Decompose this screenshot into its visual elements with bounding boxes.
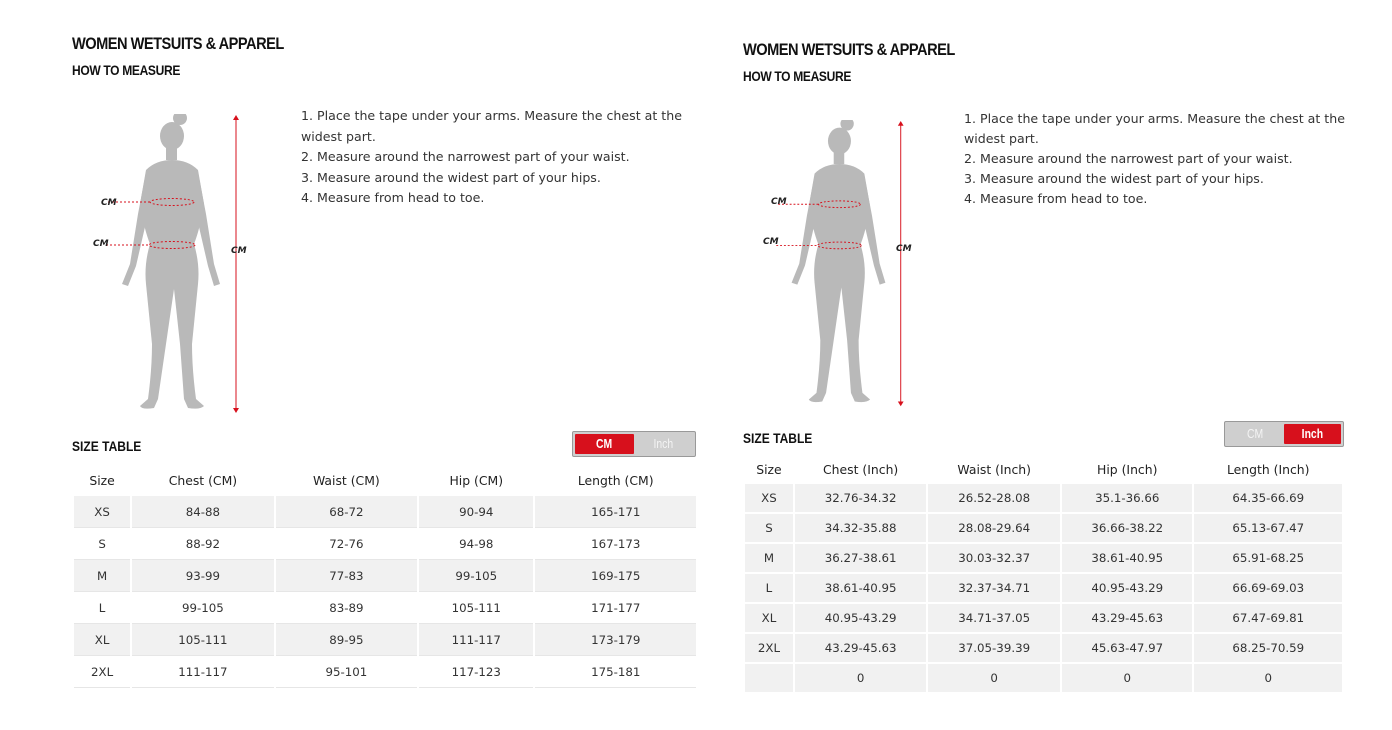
hip-cell: 99-105: [419, 560, 533, 592]
hip-cell: 105-111: [419, 592, 533, 624]
chest-cell: 32.76-34.32: [795, 484, 927, 514]
length-cell: 169-175: [535, 560, 696, 592]
size-cell: [745, 664, 793, 694]
hip-cell: 45.63-47.97: [1062, 634, 1193, 664]
chest-cell: 84-88: [132, 496, 273, 528]
chest-cell: 34.32-35.88: [795, 514, 927, 544]
hip-cell: 0: [1062, 664, 1193, 694]
hip-cell: 90-94: [419, 496, 533, 528]
chest-cell: 36.27-38.61: [795, 544, 927, 574]
waist-cell: 28.08-29.64: [928, 514, 1060, 544]
size-cell: M: [745, 544, 793, 574]
table-header-row: [745, 454, 1342, 484]
hip-cell: 111-117: [419, 624, 533, 656]
instruction-step: 3. Measure around the widest part of your hips.: [964, 171, 1264, 186]
table-row: [745, 574, 1342, 604]
instruction-step: 2. Measure around the narrowest part of your waist.: [301, 149, 630, 164]
size-cell: 2XL: [745, 634, 793, 664]
waist-cell: 30.03-32.37: [928, 544, 1060, 574]
instruction-step: 4. Measure from head to toe.: [301, 190, 485, 205]
size-cell: XL: [745, 604, 793, 634]
column-header: Waist (CM): [312, 472, 380, 488]
size-table-heading: SIZE TABLE: [743, 430, 813, 446]
hip-cell: 38.61-40.95: [1062, 544, 1193, 574]
unit-toggle-inch[interactable]: Inch: [1284, 424, 1341, 444]
hip-tape-line: [149, 242, 195, 249]
waist-cell: 77-83: [276, 560, 417, 592]
length-cell: 0: [1194, 664, 1342, 694]
unit-toggle-cm[interactable]: CM: [1247, 426, 1264, 441]
woman-silhouette-icon: [792, 120, 886, 402]
size-cell: XS: [74, 496, 130, 528]
hip-unit-label: CM: [763, 237, 779, 247]
table-row: [74, 528, 696, 560]
size-cell: M: [74, 560, 130, 592]
column-header: Length (Inch): [1226, 461, 1310, 477]
waist-cell: 89-95: [276, 624, 417, 656]
table-row: [745, 544, 1342, 574]
length-cell: 64.35-66.69: [1194, 484, 1342, 514]
size-guide-panel-inch: [743, 40, 1345, 685]
chest-tape-line: [150, 199, 194, 206]
size-table-heading: SIZE TABLE: [72, 438, 142, 454]
instruction-step: 1. Place the tape under your arms. Measure the chest at the widest part.: [964, 111, 1345, 146]
instruction-step: 4. Measure from head to toe.: [964, 191, 1148, 206]
length-cell: 165-171: [535, 496, 696, 528]
size-cell: S: [745, 514, 793, 544]
chest-cell: 40.95-43.29: [795, 604, 927, 634]
table-row: [74, 656, 696, 688]
hip-cell: 117-123: [419, 656, 533, 688]
chest-cell: 0: [795, 664, 927, 694]
hip-unit-label: CM: [93, 239, 109, 249]
waist-cell: 34.71-37.05: [928, 604, 1060, 634]
column-header: Hip (Inch): [1097, 461, 1158, 477]
height-unit-label: CM: [896, 244, 912, 254]
chest-cell: 105-111: [132, 624, 273, 656]
unit-toggle-inch[interactable]: Inch: [653, 436, 674, 451]
length-cell: 68.25-70.59: [1194, 634, 1342, 664]
page-title: WOMEN WETSUITS & APPAREL: [72, 34, 284, 53]
waist-cell: 68-72: [276, 496, 417, 528]
hip-cell: 40.95-43.29: [1062, 574, 1193, 604]
table-row: [745, 664, 1342, 694]
column-header: Chest (CM): [168, 472, 238, 488]
table-row: [745, 604, 1342, 634]
measure-instructions: [964, 109, 1354, 209]
hip-cell: 35.1-36.66: [1062, 484, 1193, 514]
chest-unit-label: CM: [771, 197, 787, 207]
how-to-measure-heading: HOW TO MEASURE: [743, 68, 852, 84]
waist-cell: 0: [928, 664, 1060, 694]
length-cell: 65.13-67.47: [1194, 514, 1342, 544]
waist-cell: 72-76: [276, 528, 417, 560]
table-row: [745, 634, 1342, 664]
table-row: [74, 496, 696, 528]
chest-cell: 93-99: [132, 560, 273, 592]
instruction-step: 3. Measure around the widest part of your hips.: [301, 169, 601, 185]
table-row: [74, 560, 696, 592]
body-measurement-figure: [766, 120, 911, 412]
table-row: [74, 624, 696, 656]
chest-cell: 111-117: [132, 656, 273, 688]
size-cell: L: [745, 574, 793, 604]
how-to-measure-heading: HOW TO MEASURE: [72, 62, 181, 78]
unit-toggle[interactable]: [1224, 421, 1344, 447]
waist-cell: 26.52-28.08: [928, 484, 1060, 514]
chest-cell: 99-105: [132, 592, 273, 624]
unit-toggle[interactable]: [572, 431, 696, 457]
table-row: [74, 592, 696, 624]
hip-cell: 36.66-38.22: [1062, 514, 1193, 544]
length-cell: 175-181: [535, 656, 696, 688]
waist-cell: 37.05-39.39: [928, 634, 1060, 664]
table-header-row: [74, 464, 696, 496]
length-cell: 167-173: [535, 528, 696, 560]
chest-cell: 43.29-45.63: [795, 634, 927, 664]
waist-cell: 95-101: [276, 656, 417, 688]
unit-toggle-cm[interactable]: CM: [575, 434, 634, 454]
size-cell: 2XL: [74, 656, 130, 688]
column-header: Waist (Inch): [957, 461, 1031, 477]
size-cell: XS: [745, 484, 793, 514]
size-cell: L: [74, 592, 130, 624]
instruction-step: 2. Measure around the narrowest part of your waist.: [964, 151, 1293, 166]
column-header: Chest (Inch): [823, 461, 899, 477]
column-header: Hip (CM): [449, 472, 504, 488]
chest-cell: 88-92: [132, 528, 273, 560]
size-cell: S: [74, 528, 130, 560]
length-cell: 173-179: [535, 624, 696, 656]
chest-cell: 38.61-40.95: [795, 574, 927, 604]
size-cell: XL: [74, 624, 130, 656]
hip-cell: 43.29-45.63: [1062, 604, 1193, 634]
length-cell: 171-177: [535, 592, 696, 624]
length-cell: 65.91-68.25: [1194, 544, 1342, 574]
measure-instructions: [301, 106, 701, 209]
column-header: Size: [89, 472, 115, 488]
waist-cell: 83-89: [276, 592, 417, 624]
column-header: Length (CM): [577, 472, 654, 488]
size-guide-panel-cm: [72, 34, 698, 679]
table-row: [745, 514, 1342, 544]
hip-cell: 94-98: [419, 528, 533, 560]
chest-unit-label: CM: [101, 198, 117, 208]
column-header: Size: [756, 461, 782, 477]
length-cell: 67.47-69.81: [1194, 604, 1342, 634]
size-table: [72, 464, 698, 688]
waist-cell: 32.37-34.71: [928, 574, 1060, 604]
page-title: WOMEN WETSUITS & APPAREL: [743, 40, 955, 59]
height-unit-label: CM: [231, 246, 247, 256]
table-row: [745, 484, 1342, 514]
length-cell: 66.69-69.03: [1194, 574, 1342, 604]
size-table: [743, 454, 1344, 694]
instruction-step: 1. Place the tape under your arms. Measure the chest at the widest part.: [301, 108, 682, 144]
